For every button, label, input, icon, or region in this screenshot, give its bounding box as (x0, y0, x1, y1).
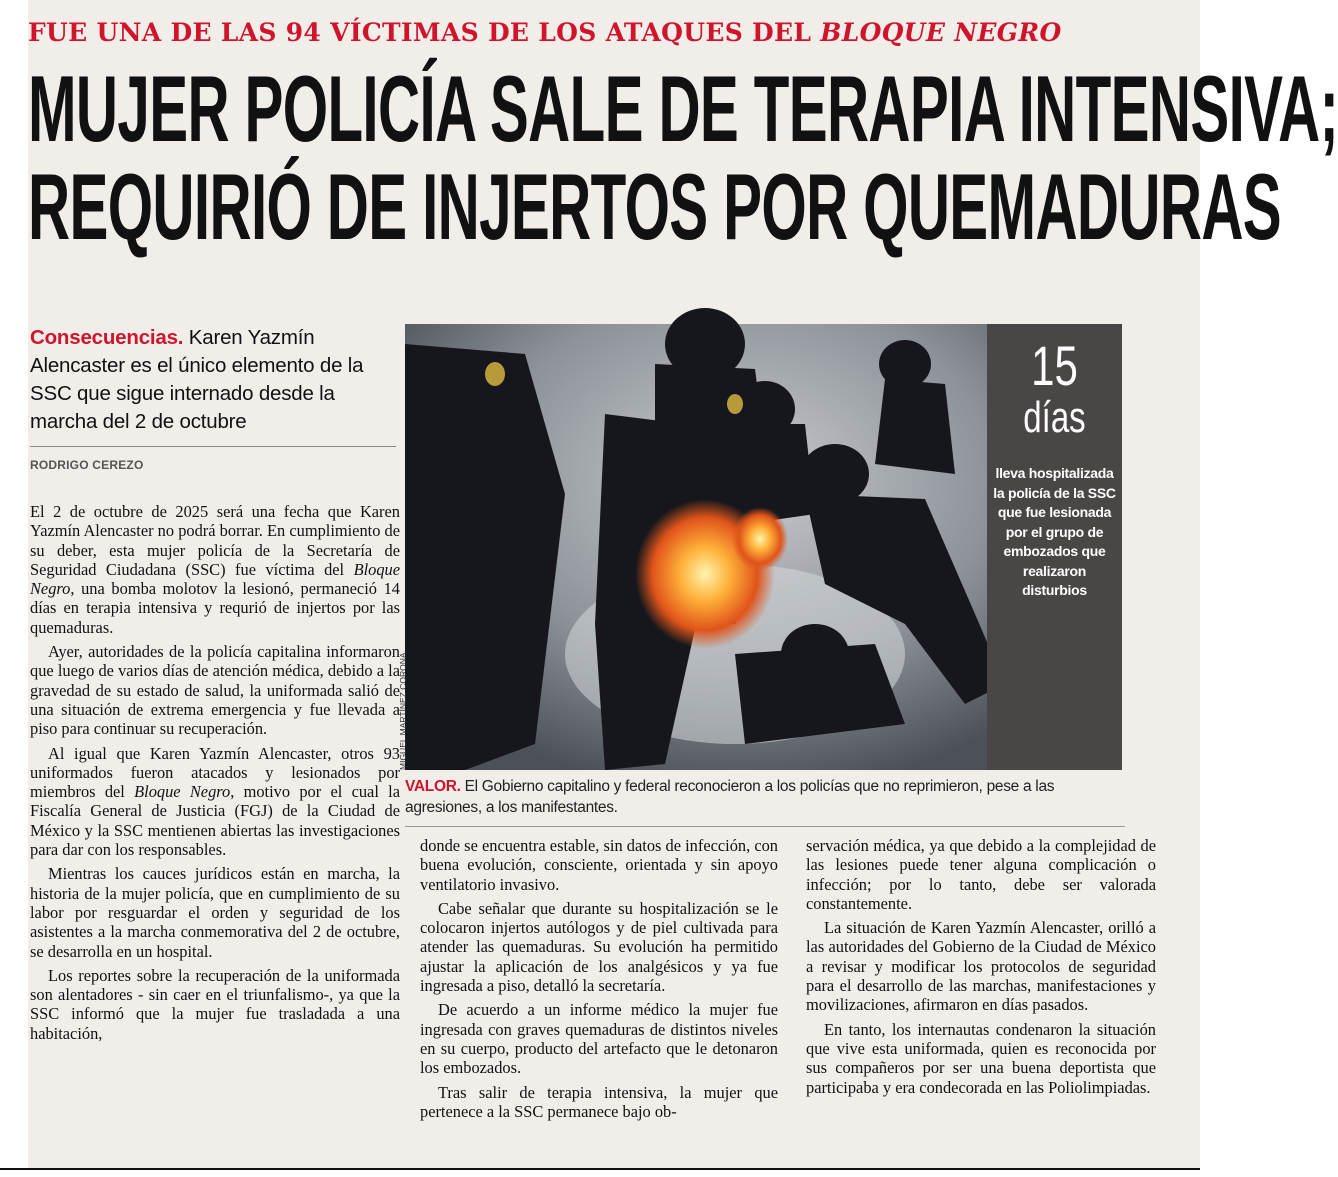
lede (30, 324, 400, 436)
stat-number: 15 (1031, 334, 1078, 397)
paragraph: En tanto, los internautas condenaron la situación que vive esta uniformada, quien es reconocida por sus compañeros por ser una buena deportista que participaba y era condecorada en las Poliolimpiadas. (806, 1019, 1156, 1097)
kicker-italic: BLOQUE NEGRO (820, 18, 1062, 47)
caption-rule (405, 826, 1125, 827)
body-column-3 (806, 836, 1156, 1102)
paragraph: De acuerdo a un informe médico la mujer fue ingresada con graves quemaduras de distintos niveles en su cuerpo, producto del artefacto que le detonaron los embozados. (420, 1000, 778, 1078)
stat-unit: días (1023, 393, 1086, 442)
photo-caption (405, 776, 1125, 818)
paragraph: Los reportes sobre la recuperación de la uniformada son alentadores - sin caer en el triunfalismo-, ya que la SSC informó que la mujer fue trasladada a una habitación, (30, 965, 400, 1043)
body-column-2 (420, 836, 778, 1126)
lede-label: Consecuencias. (30, 326, 184, 349)
paragraph: Ayer, autoridades de la policía capitalina informaron que luego de varios días de atención médica, debido a la gravedad de su estado de salud, la uniformada salió de una situación de extrema emergencia y fue llevada a piso para continuar su recuperación. (30, 642, 400, 739)
body-column-1 (30, 502, 400, 1048)
paragraph: Al igual que Karen Yazmín Alencaster, otros 93 uniformados fueron atacados y lesionados por miembros del Bloque Negro, motivo por el cual la Fiscalía General de Justicia (FGJ) de la Ciudad de México y la SSC mentienen abiertas las investigaciones para dar con los responsables. (30, 743, 400, 860)
lede-text: Karen Yazmín Alencaster es el único elemento de la SSC que sigue internado desde la marcha del 2 de octubre (30, 326, 364, 433)
bottom-rule (0, 1168, 1200, 1170)
kicker (28, 18, 1128, 47)
paragraph: Cabe señalar que durante su hospitalización se le colocaron injertos autólogos y de piel cultivada para atender las quemaduras. Su evolución ha permitido ajustar la aplicación de los analgésicos y ya fue ingresada a piso, detalló la secretaría. (420, 898, 778, 996)
byline-rule (30, 446, 396, 447)
paragraph: servación médica, ya que debido a la complejidad de las lesiones puede tener alguna complicación o infección; por lo tanto, debe ser valorada constantemente. (806, 836, 1156, 913)
stat-text: lleva hospitalizada la policía de la SSC que fue lesionada por el grupo de embozados que realizaron disturbios (993, 465, 1116, 598)
paragraph: donde se encuentra estable, sin datos de infección, con buena evolución, consciente, orientada y sin apoyo ventilatorio invasivo. (420, 836, 778, 894)
headline (28, 56, 1338, 259)
paragraph: Tras salir de terapia intensiva, la mujer que pertenece a la SSC permanece bajo ob- (420, 1082, 778, 1121)
headline-line-1: MUJER POLICÍA SALE DE TERAPIA INTENSIVA; (28, 56, 1338, 161)
news-photo (405, 324, 1015, 770)
paragraph: La situación de Karen Yazmín Alencaster, orilló a las autoridades del Gobierno de la Ciudad de México a revisar y modificar los protocolos de seguridad para el desarrollo de las marchas, manifestaciones y movilizaciones, afirmaron en días pasados. (806, 918, 1156, 1015)
paragraph: Mientras los cauces jurídicos están en marcha, la historia de la mujer policía, que en cumplimiento de su labor por resguardar el orden y seguridad de los asistentes a la marcha conmemorativa del 2 de octubre, se desarrolla en un hospital. (30, 864, 400, 961)
caption-label: VALOR. (405, 778, 461, 795)
stat-sidebar (987, 324, 1122, 770)
kicker-text: FUE UNA DE LAS 94 VÍCTIMAS DE LOS ATAQUES DEL (28, 18, 821, 47)
byline: RODRIGO CEREZO (30, 458, 144, 472)
photo-illustration (405, 324, 1015, 770)
paragraph: El 2 de octubre de 2025 será una fecha que Karen Yazmín Alencaster no podrá borrar. En cumplimiento de su deber, esta mujer policía de la Secretaría de Seguridad Ciudadana (SSC) fue víctima del Bloque Negro, una bomba molotov la lesionó, permaneció 14 días en terapia intensiva y requrió de injertos por las quemaduras. (30, 502, 400, 637)
caption-text: El Gobierno capitalino y federal reconocieron a los policías que no reprimieron, pese a las agresiones, a los manifestantes. (405, 778, 1055, 816)
headline-line-2: REQUIRIÓ DE INJERTOS POR QUEMADURAS (28, 154, 1282, 259)
